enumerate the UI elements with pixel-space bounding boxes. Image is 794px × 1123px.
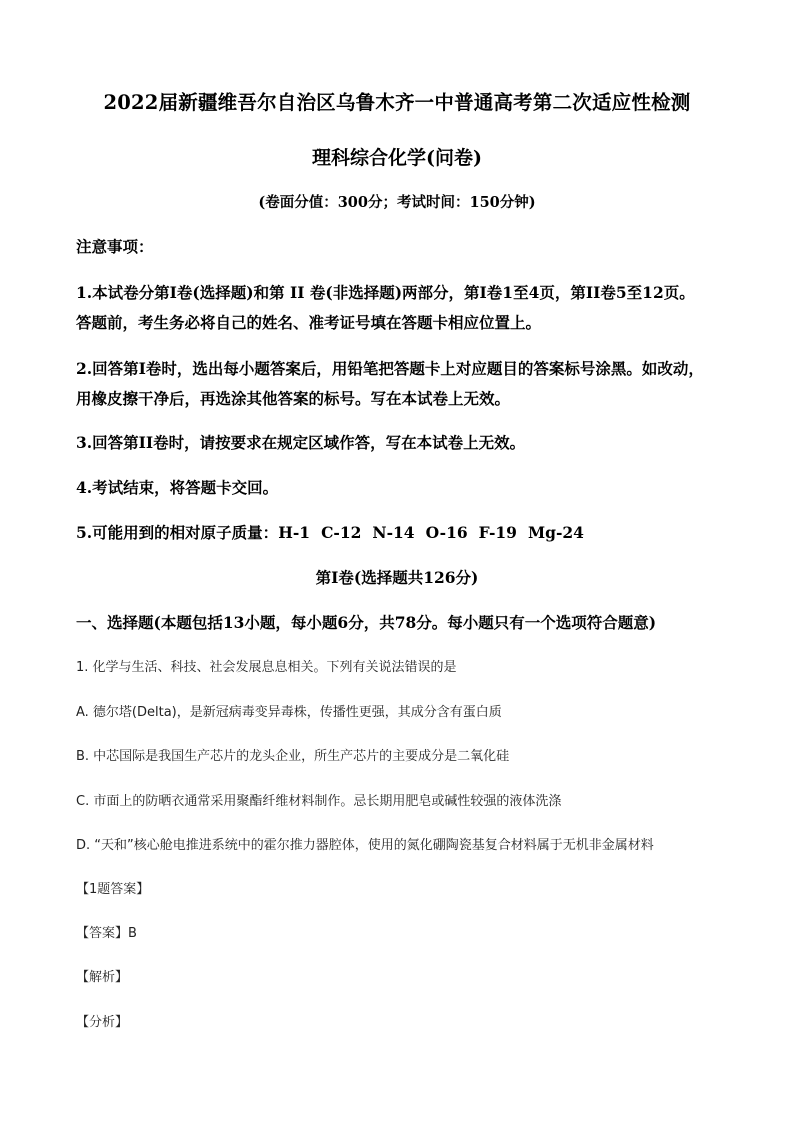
atomic-mass-n: N-14 bbox=[372, 523, 415, 542]
part-1-heading: 一、选择题(本题包括13小题，每小题6分，共78分。每小题只有一个选项符合题意) bbox=[76, 613, 657, 632]
notice-item-4: 4.考试结束，将答题卡交回。 bbox=[76, 478, 279, 497]
question-1-option-a: A. 德尔塔(Delta)，是新冠病毒变异毒株，传播性更强，其成分含有蛋白质 bbox=[76, 705, 502, 720]
atomic-mass-f: F-19 bbox=[478, 523, 517, 542]
atomic-mass-mg: Mg-24 bbox=[527, 523, 584, 542]
notice-item-2-line-1: 2.回答第Ⅰ卷时，选出每小题答案后，用铅笔把答题卡上对应题目的答案标号涂黑。如改动， bbox=[76, 359, 704, 378]
atomic-mass-label: 5.可能用到的相对原子质量： bbox=[76, 523, 279, 542]
question-1-option-c: C. 市面上的防晒衣通常采用聚酯纤维材料制作。忌长期用肥皂或碱性较强的液体洗涤 bbox=[76, 794, 562, 809]
section-title: 第Ⅰ卷(选择题共126分) bbox=[315, 568, 479, 587]
exam-info: (卷面分值：300分；考试时间：150分钟) bbox=[258, 194, 536, 211]
question-1-option-d: D. “天和”核心舱电推进系统中的霍尔推力器腔体，使用的氮化硼陶瓷基复合材料属于无机非金属材料 bbox=[76, 838, 654, 853]
answer-heading: 【1题答案】 bbox=[76, 882, 150, 897]
notice-item-1-line-2: 答题前，考生务必将自己的姓名、准考证号填在答题卡相应位置上。 bbox=[76, 313, 542, 332]
atomic-mass-h: H-1 bbox=[278, 523, 311, 542]
atomic-mass-c: C-12 bbox=[321, 523, 362, 542]
breakdown-heading: 【分析】 bbox=[76, 1015, 129, 1030]
exam-subtitle: 理科综合化学(问卷) bbox=[312, 147, 482, 169]
analysis-heading: 【解析】 bbox=[76, 970, 129, 985]
notice-item-5 bbox=[76, 521, 742, 543]
notice-item-2-line-2: 用橡皮擦干净后，再选涂其他答案的标号。写在本试卷上无效。 bbox=[76, 389, 511, 408]
answer-value: 【答案】B bbox=[76, 926, 137, 941]
question-1-option-b: B. 中芯国际是我国生产芯片的龙头企业，所生产芯片的主要成分是二氧化硅 bbox=[76, 749, 510, 764]
question-1-stem: 1. 化学与生活、科技、社会发展息息相关。下列有关说法错误的是 bbox=[76, 660, 457, 675]
notice-item-1-line-1: 1.本试卷分第Ⅰ卷(选择题)和第 II 卷(非选择题)两部分，第Ⅰ卷1至4页，第II卷5至12页。 bbox=[76, 283, 695, 302]
notice-item-3: 3.回答第II卷时，请按要求在规定区域作答，写在本试卷上无效。 bbox=[76, 433, 526, 452]
exam-title: 2022届新疆维吾尔自治区乌鲁木齐一中普通高考第二次适应性检测 bbox=[103, 91, 691, 114]
atomic-mass-o: O-16 bbox=[425, 523, 468, 542]
notice-heading: 注意事项： bbox=[76, 237, 154, 256]
